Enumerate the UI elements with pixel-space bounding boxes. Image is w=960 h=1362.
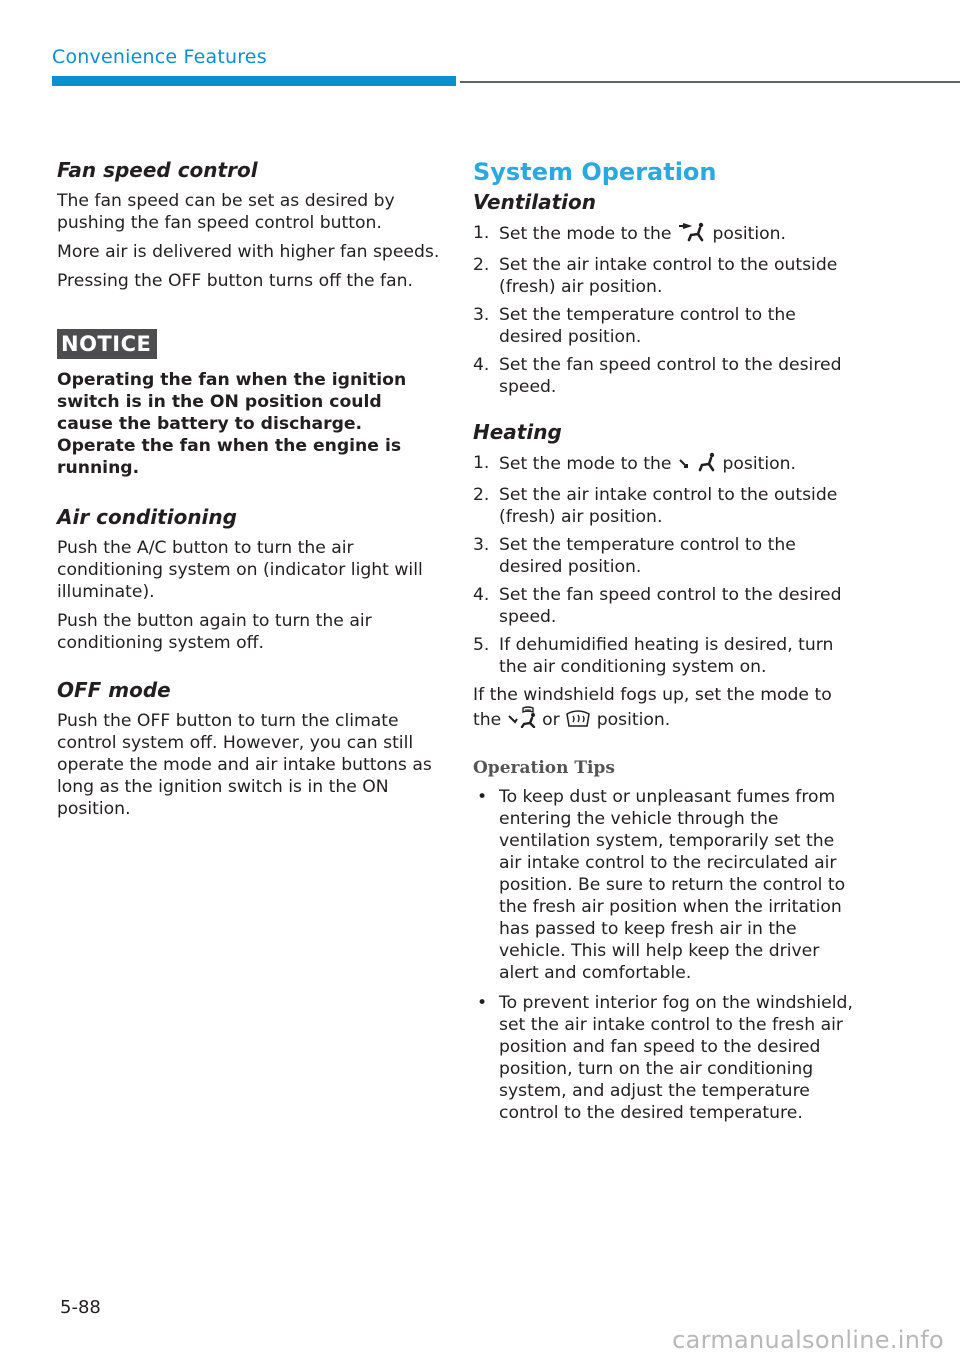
list-item: 4. Set the fan speed control to the desired speed. — [473, 355, 842, 397]
list-item: 3. Set the temperature control to the desired position. — [473, 535, 796, 577]
list-item: 2. Set the air intake control to the outside (fresh) air position. — [473, 485, 838, 527]
air-conditioning-paragraph-2: Push the button again to turn the air conditioning system off. — [57, 611, 372, 653]
defrost-icon — [565, 708, 591, 734]
fan-speed-paragraph-3: Pressing the OFF button turns off the fan. — [57, 271, 414, 291]
operation-tips-heading: Operation Tips — [473, 758, 615, 778]
right-column — [473, 158, 858, 1132]
list-item: 3. Set the temperature control to the desired position. — [473, 305, 796, 347]
watermark: carmanualsonline.info — [672, 1326, 944, 1354]
air-conditioning-paragraph-1: Push the A/C button to turn the air conditioning system on (indicator light will illuminate). — [57, 538, 423, 602]
off-mode-heading: OFF mode — [57, 678, 171, 702]
fan-speed-heading: Fan speed control — [57, 158, 258, 182]
heating-heading: Heating — [473, 420, 562, 444]
header-accent-bar — [52, 76, 456, 86]
page-number: 5-88 — [60, 1297, 101, 1318]
face-vent-icon — [677, 222, 707, 248]
system-operation-title: System Operation — [473, 158, 717, 186]
header-rule — [460, 81, 960, 83]
air-conditioning-heading: Air conditioning — [57, 505, 237, 529]
windshield-fog-paragraph: If the windshield fogs up, set the mode to the or position. — [473, 684, 858, 734]
left-column — [57, 158, 442, 827]
list-item: 1. Set the mode to the position. — [473, 452, 858, 478]
list-item: • To keep dust or unpleasant fumes from entering the vehicle through the ventilation system, temporarily set the air intake control to the recirculated air position. Be sure to return the control to the fresh air position when the irritation has passed to keep fresh air in the vehicle. This will help keep the driver alert and comfortable. — [477, 787, 846, 983]
operation-tips-list — [473, 786, 858, 1124]
floor-defrost-vent-icon — [507, 706, 537, 734]
list-item: • To prevent interior fog on the windshield, set the air intake control to the fresh air position and fan speed to the desired position, turn on the air conditioning system, and adjust the temperature control to the desired temperature. — [477, 993, 853, 1123]
notice-label: NOTICE — [57, 329, 157, 359]
off-mode-paragraph: Push the OFF button to turn the climate control system off. However, you can still operate the mode and air intake buttons as long as the ignition switch is in the ON position. — [57, 711, 432, 819]
floor-vent-icon — [677, 452, 717, 478]
list-item: 1. Set the mode to the position. — [473, 222, 858, 248]
ventilation-heading: Ventilation — [473, 190, 596, 214]
list-item: 5. If dehumidified heating is desired, turn the air conditioning system on. — [473, 635, 834, 677]
fan-speed-paragraph-2: More air is delivered with higher fan speeds. — [57, 242, 440, 262]
notice-text: Operating the fan when the ignition switch is in the ON position could cause the battery to discharge. Operate the fan when the engine is running. — [57, 370, 407, 478]
list-item: 2. Set the air intake control to the outside (fresh) air position. — [473, 255, 838, 297]
header-title: Convenience Features — [52, 46, 267, 68]
fan-speed-paragraph-1: The fan speed can be set as desired by pushing the fan speed control button. — [57, 191, 395, 233]
list-item: 4. Set the fan speed control to the desired speed. — [473, 585, 842, 627]
heating-steps — [473, 452, 858, 678]
ventilation-steps — [473, 222, 858, 398]
